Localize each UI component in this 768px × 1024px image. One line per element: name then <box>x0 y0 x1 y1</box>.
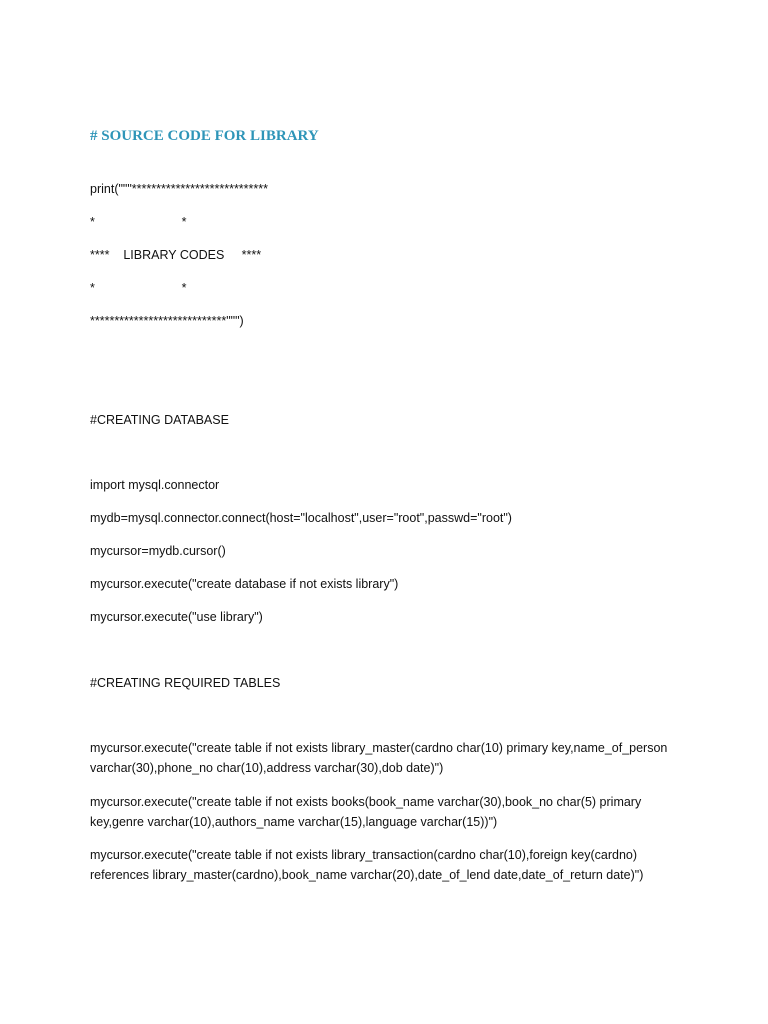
code-create-books: mycursor.execute("create table if not exists books(book_name varchar(30),book_no char(5) primary key,genre varchar(10),authors_name varchar(15),language varchar(15))") <box>90 795 642 829</box>
banner-line-3: **** LIBRARY CODES **** <box>90 248 262 262</box>
banner-line-5: ****************************""") <box>90 314 244 328</box>
code-line-connect: mydb=mysql.connector.connect(host="localhost",user="root",passwd="root") <box>90 511 512 525</box>
banner-line-1: print("""**************************** <box>90 182 268 196</box>
comment-creating-database: #CREATING DATABASE <box>90 413 229 427</box>
banner-line-2: * * <box>90 215 187 229</box>
code-create-library-master: mycursor.execute("create table if not exists library_master(cardno char(10) primary key,name_of_person varchar(30),phone_no char(10),address varchar(30),dob date)") <box>90 741 668 775</box>
code-line-import: import mysql.connector <box>90 478 220 492</box>
code-create-library-transaction: mycursor.execute("create table if not exists library_transaction(cardno char(10),foreign key(cardno) references library_master(cardno),book_name varchar(20),date_of_lend date,date_of_return date)") <box>90 848 644 882</box>
banner-line-4: * * <box>90 281 187 295</box>
code-line-create-database: mycursor.execute("create database if not exists library") <box>90 577 399 591</box>
code-line-use-library: mycursor.execute("use library") <box>90 610 263 624</box>
document-heading: # SOURCE CODE FOR LIBRARY <box>90 128 319 144</box>
code-line-cursor: mycursor=mydb.cursor() <box>90 544 226 558</box>
comment-creating-tables: #CREATING REQUIRED TABLES <box>90 676 281 690</box>
